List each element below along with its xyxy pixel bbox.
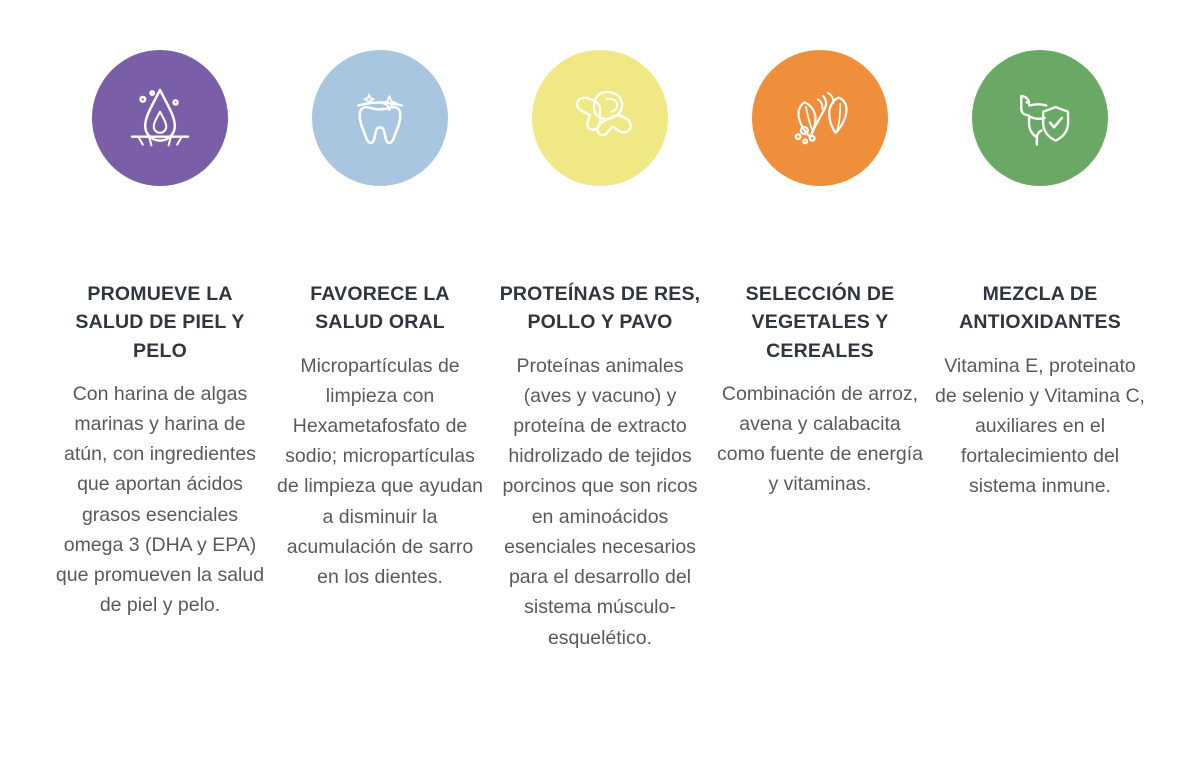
benefit-title: SELECCIÓN DE VEGETALES Y CEREALES <box>745 283 895 362</box>
hair-follicle-skin-icon <box>121 79 199 157</box>
benefit-column-skin-coat <box>50 0 270 621</box>
benefit-column-oral-health <box>270 0 490 592</box>
icon-container-skin-coat <box>92 0 228 280</box>
benefit-body: Vitamina E, proteinato de selenio y Vitamina C, auxiliares en el fortalecimiento del sistema inmune. <box>935 354 1145 498</box>
benefit-text-antioxidants <box>935 280 1145 502</box>
benefit-body: Combinación de arroz, avena y calabacita como fuente de energía y vitaminas. <box>717 382 923 496</box>
dog-shield-icon <box>1001 79 1079 157</box>
icon-circle-antioxidants <box>972 50 1108 186</box>
benefit-text-proteins <box>495 280 705 653</box>
benefit-title: MEZCLA DE ANTIOXIDANTES <box>959 283 1121 334</box>
tooth-sparkle-icon <box>341 79 419 157</box>
benefit-title: PROTEÍNAS DE RES, POLLO Y PAVO <box>499 283 701 334</box>
icon-container-oral-health <box>312 0 448 280</box>
benefit-column-proteins <box>490 0 710 653</box>
benefit-body: Con harina de algas marinas y harina de atún, con ingredientes que aportan ácidos grasos esenciales omega 3 (DHA y EPA) que promueven la salud de piel y pelo. <box>55 382 265 617</box>
vegetables-grains-icon <box>781 79 859 157</box>
benefit-text-oral-health <box>275 280 485 592</box>
benefit-column-vegetables-grains <box>710 0 930 500</box>
icon-circle-skin-coat <box>92 50 228 186</box>
icon-container-vegetables-grains <box>752 0 888 280</box>
benefit-body: Proteínas animales (aves y vacuno) y proteína de extracto hidrolizado de tejidos porcinos que son ricos en aminoácidos esenciales necesarios para el desarrollo del sistema músculo-esquelético. <box>502 354 698 649</box>
meat-cuts-icon <box>561 79 639 157</box>
benefit-title: PROMUEVE LA SALUD DE PIEL Y PELO <box>75 283 245 362</box>
icon-circle-oral-health <box>312 50 448 186</box>
icon-circle-proteins <box>532 50 668 186</box>
benefit-body: Micropartículas de limpieza con Hexametafosfato de sodio; micropartículas de limpieza que ayudan a disminuir la acumulación de sarro en los dientes. <box>277 354 483 589</box>
benefit-text-vegetables-grains <box>715 280 925 500</box>
icon-circle-vegetables-grains <box>752 50 888 186</box>
benefit-column-antioxidants <box>930 0 1150 502</box>
benefit-text-skin-coat <box>55 280 265 621</box>
icon-container-proteins <box>532 0 668 280</box>
benefit-title: FAVORECE LA SALUD ORAL <box>310 283 450 334</box>
icon-container-antioxidants <box>972 0 1108 280</box>
